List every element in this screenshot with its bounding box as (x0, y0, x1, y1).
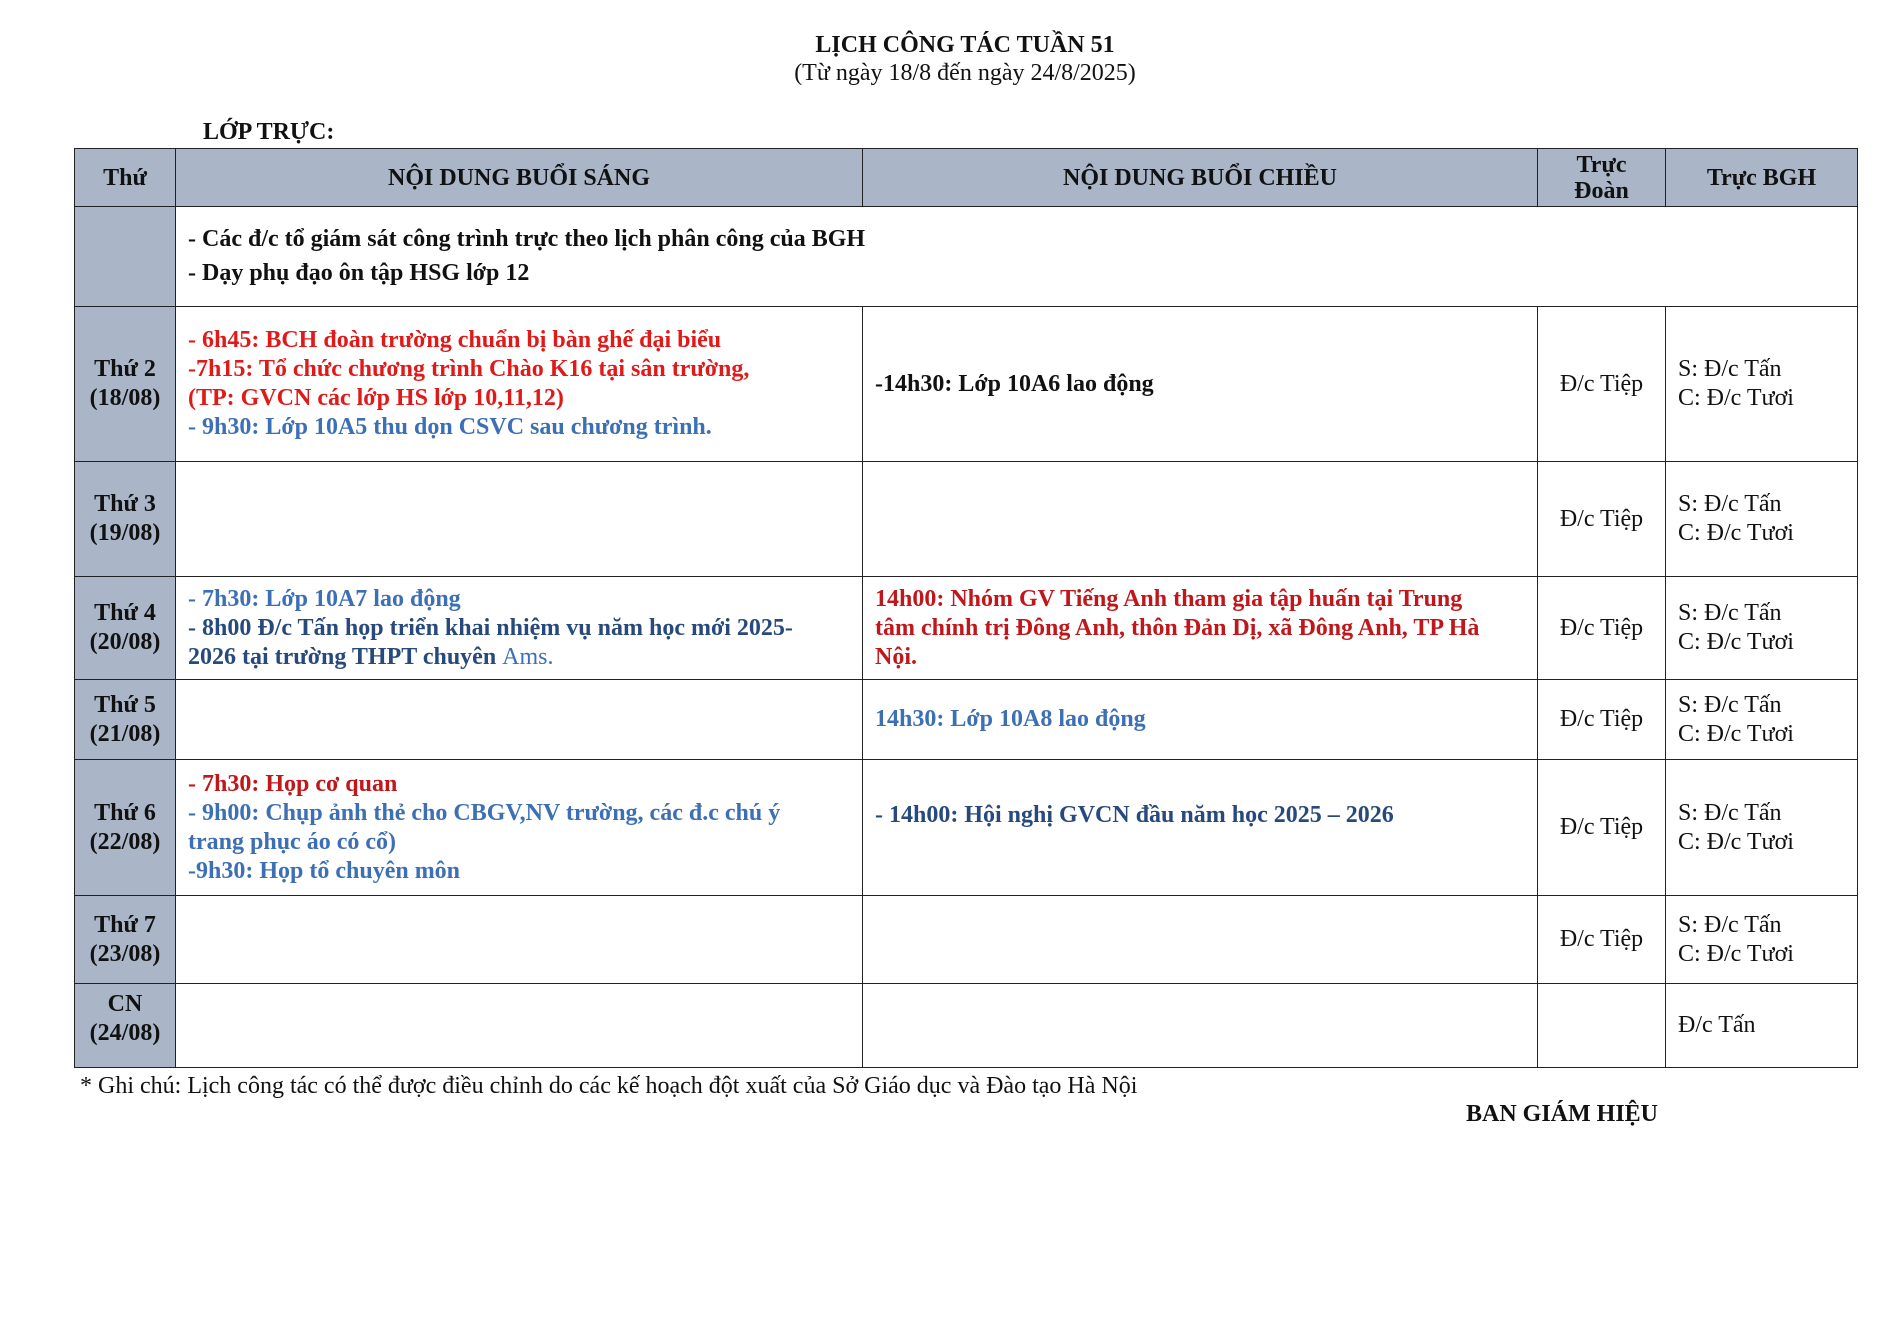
event-line: - 9h30: Lớp 10A5 thu dọn CSVC sau chương trình. (188, 414, 712, 440)
day-cell (75, 984, 176, 1068)
day-cell (75, 896, 176, 984)
event-line: - 8h00 Đ/c Tấn họp triển khai nhiệm vụ năm học mới 2025- (188, 614, 793, 641)
bgh-afternoon: C: Đ/c Tươi (1678, 940, 1794, 967)
truc-doan-cell: Đ/c Tiệp (1538, 307, 1666, 462)
table-row (75, 462, 1858, 577)
event-line: - 7h30: Họp cơ quan (188, 770, 398, 797)
event-line: 14h00: Nhóm GV Tiếng Anh tham gia tập huấn tại Trung (875, 585, 1463, 612)
table-row (75, 760, 1858, 896)
truc-doan-cell (1538, 984, 1666, 1068)
event-line: 2026 tại trường THPT chuyên (188, 643, 503, 670)
event-line: - 6h45: BCH đoàn trường chuẩn bị bàn ghế đại biểu (188, 327, 722, 353)
bgh-afternoon: C: Đ/c Tươi (1678, 629, 1794, 655)
general-day-cell (75, 207, 176, 307)
day-cell (75, 680, 176, 760)
afternoon-cell (863, 462, 1538, 577)
truc-doan-cell: Đ/c Tiệp (1538, 896, 1666, 984)
page-title: LỊCH CÔNG TÁC TUẦN 51 (815, 32, 1115, 58)
afternoon-cell (863, 760, 1538, 896)
day-label: CN (107, 990, 143, 1017)
signature-label: BAN GIÁM HIỆU (1466, 1101, 1659, 1127)
day-label: Thứ 7 (94, 911, 156, 938)
bgh-afternoon: C: Đ/c Tươi (1678, 520, 1794, 546)
bgh-morning: S: Đ/c Tấn (1678, 911, 1782, 938)
truc-bgh-cell (1666, 896, 1858, 984)
event-line: Nội. (875, 643, 917, 670)
bgh-morning: S: Đ/c Tấn (1678, 691, 1782, 718)
truc-bgh-cell (1666, 680, 1858, 760)
day-label: Thứ 4 (94, 600, 156, 626)
col-header-sang: NỘI DUNG BUỔI SÁNG (176, 149, 863, 207)
event-line: -7h15: Tổ chức chương trình Chào K16 tại sân trường, (188, 356, 750, 382)
day-date: (20/08) (89, 629, 161, 655)
afternoon-cell (863, 680, 1538, 760)
col-header-thu: Thứ (75, 149, 176, 207)
day-label: Thứ 3 (94, 491, 156, 517)
day-cell (75, 760, 176, 896)
day-label: Thứ 5 (94, 691, 156, 718)
afternoon-cell (863, 577, 1538, 680)
footnote: * Ghi chú: Lịch công tác có thể được điều chỉnh do các kế hoạch đột xuất của Sở Giáo dục và Đào tạo Hà Nội (80, 1073, 1138, 1099)
truc-doan-cell: Đ/c Tiệp (1538, 760, 1666, 896)
event-line: trang phục áo có cổ) (188, 828, 396, 855)
table-row (75, 984, 1858, 1068)
day-date: (21/08) (89, 720, 161, 747)
day-date: (24/08) (89, 1019, 161, 1046)
lop-truc-label: LỚP TRỰC: (203, 119, 335, 145)
bgh-morning: S: Đ/c Tấn (1678, 600, 1782, 626)
col-header-doan: Trực Đoàn (1538, 149, 1666, 207)
bgh-afternoon: C: Đ/c Tươi (1678, 828, 1794, 855)
morning-cell (176, 896, 863, 984)
bgh-afternoon: C: Đ/c Tươi (1678, 385, 1794, 411)
table-row (75, 680, 1858, 760)
truc-bgh-cell (1666, 577, 1858, 680)
day-date: (19/08) (89, 520, 161, 546)
general-row (75, 207, 1858, 307)
table-row (75, 307, 1858, 462)
day-date: (18/08) (89, 385, 161, 411)
truc-bgh-cell (1666, 307, 1858, 462)
day-label: Thứ 2 (94, 356, 156, 382)
afternoon-cell (863, 307, 1538, 462)
col-header-bgh: Trực BGH (1666, 149, 1858, 207)
event-line: (TP: GVCN các lớp HS lớp 10,11,12) (188, 385, 564, 411)
page-subtitle: (Từ ngày 18/8 đến ngày 24/8/2025) (794, 60, 1136, 86)
morning-cell (176, 462, 863, 577)
afternoon-cell (863, 896, 1538, 984)
bgh-morning: Đ/c Tấn (1678, 1012, 1756, 1038)
day-date: (22/08) (89, 828, 161, 855)
general-content (176, 207, 1858, 307)
event-line: - 7h30: Lớp 10A7 lao động (188, 585, 461, 612)
truc-bgh-cell (1666, 760, 1858, 896)
event-line: - 9h00: Chụp ảnh thẻ cho CBGV,NV trường, các đ.c chú ý (188, 799, 781, 826)
morning-cell (176, 680, 863, 760)
bgh-morning: S: Đ/c Tấn (1678, 356, 1782, 382)
morning-cell (176, 760, 863, 896)
morning-cell (176, 307, 863, 462)
header-row (75, 149, 1858, 207)
morning-cell (176, 984, 863, 1068)
general-line: - Các đ/c tổ giám sát công trình trực theo lịch phân công của BGH (188, 226, 866, 252)
general-line: - Dạy phụ đạo ôn tập HSG lớp 12 (188, 260, 530, 286)
bgh-morning: S: Đ/c Tấn (1678, 491, 1782, 517)
day-cell (75, 577, 176, 680)
event-line: 14h30: Lớp 10A8 lao động (875, 706, 1146, 732)
event-line: - 14h00: Hội nghị GVCN đầu năm học 2025 – 2026 (875, 802, 1394, 828)
event-line: -9h30: Họp tổ chuyên môn (188, 857, 461, 884)
truc-bgh-cell (1666, 984, 1858, 1068)
truc-doan-cell: Đ/c Tiệp (1538, 680, 1666, 760)
table-row (75, 896, 1858, 984)
bgh-morning: S: Đ/c Tấn (1678, 799, 1782, 826)
truc-bgh-cell (1666, 462, 1858, 577)
col-header-chieu: NỘI DUNG BUỔI CHIỀU (863, 149, 1538, 207)
table-row (75, 577, 1858, 680)
day-cell (75, 307, 176, 462)
event-line: tâm chính trị Đông Anh, thôn Đản Dị, xã Đông Anh, TP Hà (875, 614, 1480, 641)
event-line-suffix: Ams. (502, 643, 554, 670)
truc-doan-cell: Đ/c Tiệp (1538, 577, 1666, 680)
day-label: Thứ 6 (94, 799, 156, 826)
schedule-table (74, 148, 1858, 1068)
afternoon-cell (863, 984, 1538, 1068)
truc-doan-cell: Đ/c Tiệp (1538, 462, 1666, 577)
bgh-afternoon: C: Đ/c Tươi (1678, 720, 1794, 747)
day-date: (23/08) (89, 940, 161, 967)
day-cell (75, 462, 176, 577)
morning-cell (176, 577, 863, 680)
event-line: -14h30: Lớp 10A6 lao động (875, 370, 1154, 397)
